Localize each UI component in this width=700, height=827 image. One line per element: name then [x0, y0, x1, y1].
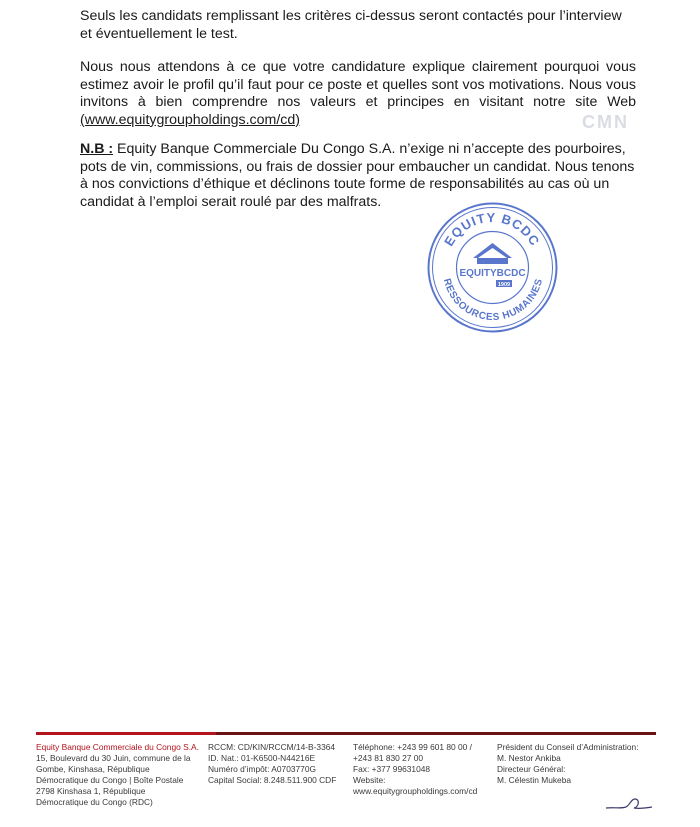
footer-address-line: Démocratique du Congo | Boîte Postale	[36, 775, 184, 785]
footer-phone: Téléphone: +243 99 601 80 00 /	[353, 742, 472, 752]
footer-fax: Fax: +377 99631048	[353, 764, 431, 774]
footer-tax-number: Numéro d’impôt: A0703770G	[208, 764, 317, 774]
stamp-top-text: EQUITY BCDC	[441, 209, 543, 249]
footer-chairman-title: Président du Conseil d’Administration:	[497, 742, 639, 752]
nb-label: N.B :	[80, 141, 114, 157]
footer-address-line: 15, Boulevard du 30 Juin, commune de la	[36, 753, 191, 763]
footer-address	[36, 742, 199, 808]
logo-base-icon	[477, 258, 508, 264]
signature-icon	[604, 795, 654, 817]
footer-address-line: 2798 Kinshasa 1, République	[36, 786, 146, 796]
footer-accent-bar	[36, 732, 216, 735]
paragraph-motivation	[80, 59, 636, 129]
nb-text: Equity Banque Commerciale Du Congo S.A. n’exige ni n’accepte des pourboires, pots de vin, commissions, ou frais de dossier pour embaucher un candidat. Nous tenons à nos convictions d’éthique et déclinons toute forme de responsabilités au cas où un candidat à l’emploi serait roulé par des malfrats.	[80, 141, 635, 210]
svg-text:RESSOURCES HUMAINES	[441, 277, 545, 323]
footer-chairman-name: M. Nestor Ankiba	[497, 753, 561, 763]
stamp-year: 1909	[497, 282, 511, 288]
footer-address-line: Démocratique du Congo (RDC)	[36, 797, 153, 807]
footer-rccm: RCCM: CD/KIN/RCCM/14-B-3364	[208, 742, 336, 752]
footer-address-line: Gombe, Kinshasa, République	[36, 764, 150, 774]
footer-registration	[208, 742, 336, 786]
footer-divider-bar	[216, 732, 656, 735]
watermark: CMN	[582, 112, 629, 132]
paragraph-motivation-text: Nous nous attendons à ce que votre candidature explique clairement pourquoi vous estimez avoir le profil qu’il faut pour ce poste et quelles sont vos motivations. Nous vous invitons à bien comprendre nos valeurs et principes en visitant notre site Web	[80, 59, 636, 110]
website-link[interactable]: (www.equitygroupholdings.com/cd)	[80, 111, 301, 128]
footer-contact	[353, 742, 477, 797]
stamp-logo-text: EQUITYBCDC	[459, 268, 526, 279]
footer-id-nat: ID. Nat.: 01-K6500-N44216E	[208, 753, 316, 763]
stamp-bottom-text: RESSOURCES HUMAINES	[440, 277, 546, 324]
footer-ceo-name: M. Célestin Mukeba	[497, 775, 572, 785]
footer-website-link[interactable]: www.equitygroupholdings.com/cd	[353, 786, 478, 796]
footer-company-name: Equity Banque Commerciale du Congo S.A.	[36, 742, 199, 752]
house-logo-icon	[473, 243, 512, 258]
footer-management	[497, 742, 639, 786]
paragraph-contact-notice: Seuls les candidats remplissant les critères ci-dessus seront contactés pour l’interview et éventuellement le test.	[80, 8, 622, 42]
footer-capital: Capital Social: 8.248.511.900 CDF	[208, 775, 337, 785]
footer-ceo-title: Directeur Général:	[497, 764, 566, 774]
hr-stamp	[425, 200, 560, 335]
footer-phone-2: +243 81 830 27 00	[353, 753, 424, 763]
footer-website-label: Website:	[353, 775, 386, 785]
